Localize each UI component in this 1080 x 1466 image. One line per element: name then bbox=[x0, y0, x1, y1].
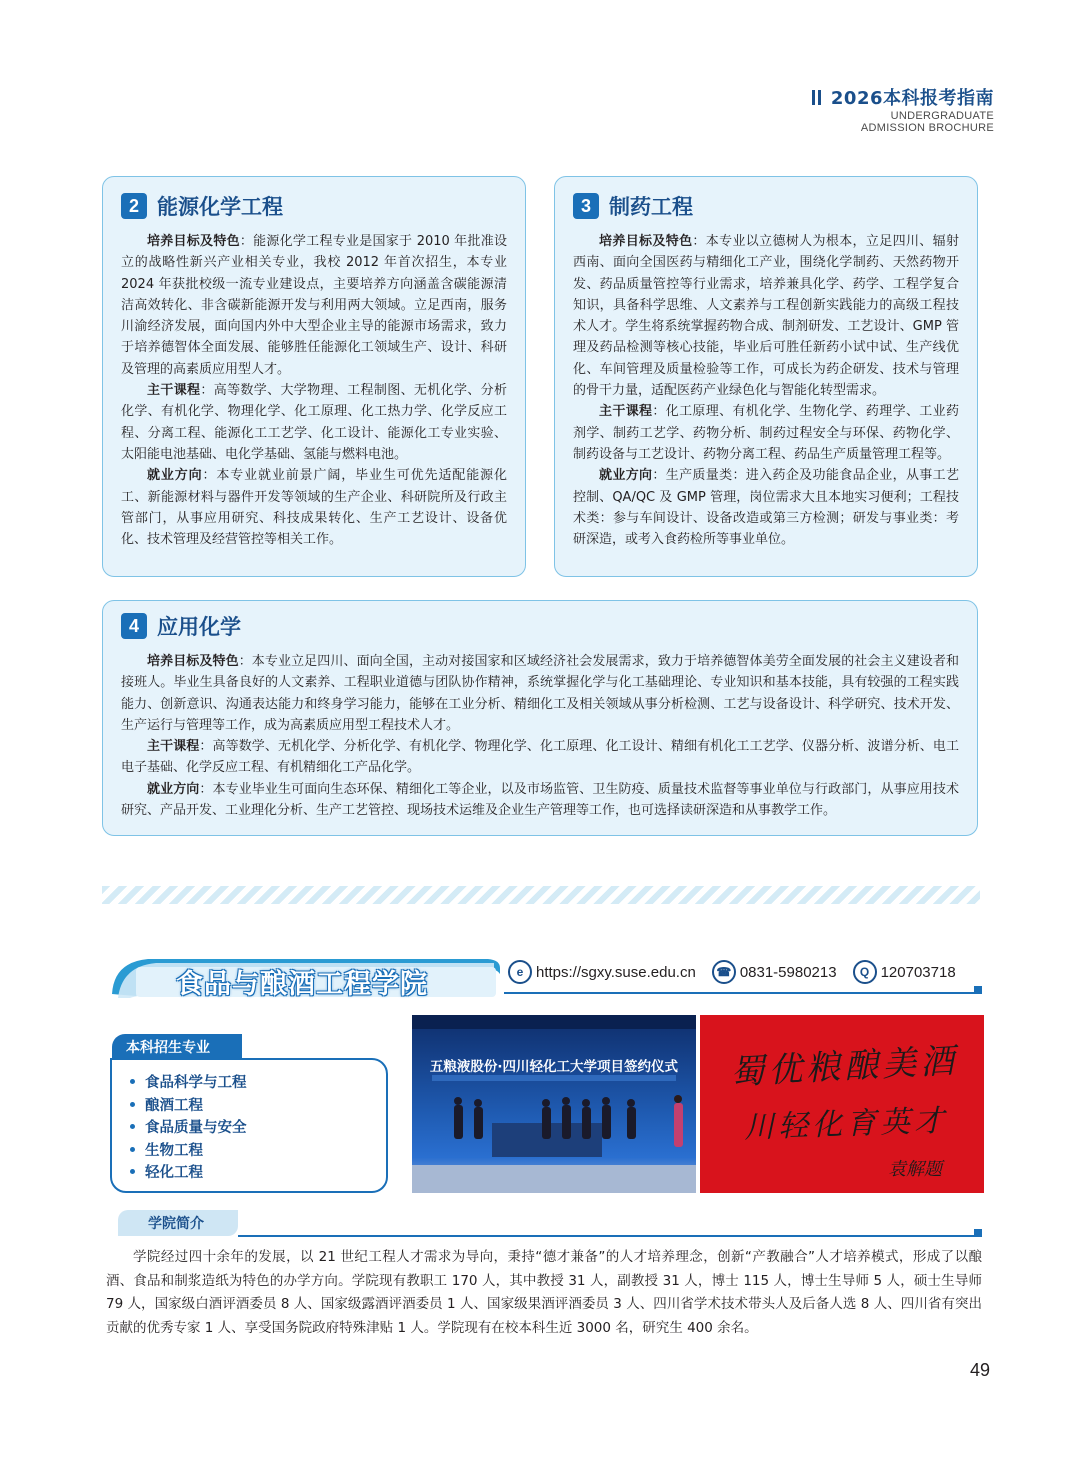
header-bar-icon bbox=[818, 90, 821, 105]
brochure-header bbox=[812, 84, 994, 134]
signing-ceremony-photo bbox=[412, 1015, 696, 1193]
calligraphy-line-1: 蜀优粮酿美酒 bbox=[729, 1041, 960, 1093]
website-icon: e bbox=[508, 960, 532, 984]
section-number-badge: 2 bbox=[121, 193, 147, 219]
job-paragraph: 就业方向：本专业就业前景广阔，毕业生可优先适配能源化工、新能源材料与器件开发等领域的生产企业、科研院所及行政主管部门，从事应用研究、科技成果转化、生产工艺设计、设备优化、技术管理及经营管控等相关工作。 bbox=[121, 468, 507, 548]
photo-banner-title: 五粮液股份·四川轻化工大学项目签约仪式 bbox=[429, 1059, 679, 1075]
goal-label: 培养目标及特色 bbox=[147, 234, 240, 249]
job-paragraph: 就业方向：本专业毕业生可面向生态环保、精细化工等企业，以及市场监管、卫生防疫、质量技术监督等事业单位与行政部门，从事应用技术研究、产品开发、工业理化分析、生产工艺管控、现场技术运维及企业生产管理等工作，也可选择读研深造和从事教学工作。 bbox=[121, 781, 959, 819]
majors-title: 本科招生专业 bbox=[112, 1034, 242, 1060]
job-paragraph: 就业方向：生产质量类：进入药企及功能食品企业，从事工艺控制、QA/QC 及 GMP 管理，岗位需求大且本地实习便利；工程技术类：参与车间设计、设备改造或第三方检测；研发与事业类：考研深造，或考入食药检所等事业单位。 bbox=[573, 468, 959, 548]
section-pharmaceutical-engineering bbox=[554, 176, 978, 577]
college-website-link[interactable]: https://sgxy.suse.edu.cn bbox=[536, 963, 696, 981]
header-en-line1: UNDERGRADUATE bbox=[890, 110, 994, 122]
header-title: 2026本科报考指南 bbox=[830, 88, 994, 109]
section-title: 应用化学 bbox=[157, 615, 241, 639]
bullet-icon bbox=[130, 1124, 135, 1129]
calligraphy-line-2: 川轻化育英才 bbox=[743, 1103, 949, 1146]
college-intro-text: 学院经过四十余年的发展，以 21 世纪工程人才需求为导向，秉持“德才兼备”的人才培养理念，创新“产教融合”人才培养模式，形成了以酿酒、食品和制浆造纸为特色的办学方向。学院现有教职工 170 人，其中教授 31 人，副教授 31 人，博士 115 人，博士生导师 5 人，硕士生导师 79 人，国家级白酒评酒委员 8 人、国家级露酒评酒委员 1 人、国家级果酒评酒委员 3 人、四川省学术技术带头人及后备人选 8 人、四川省有突出贡献的优秀专家 1 人、享受国务院政府特殊津贴 1 人。学院现有在校本科生近 3000 名，研究生 400 余名。 bbox=[106, 1249, 982, 1336]
college-contacts bbox=[508, 960, 972, 984]
contacts-underline-end bbox=[974, 986, 982, 994]
goal-label: 培养目标及特色 bbox=[147, 654, 239, 669]
ceremony-scene-icon bbox=[412, 1015, 696, 1193]
bullet-icon bbox=[130, 1102, 135, 1107]
intro-title: 学院简介 bbox=[118, 1210, 238, 1236]
bullet-icon bbox=[130, 1079, 135, 1084]
major-item: 轻化工程 bbox=[130, 1162, 386, 1185]
job-label: 就业方向 bbox=[599, 468, 653, 484]
intro-divider bbox=[238, 1235, 978, 1237]
major-item: 酿酒工程 bbox=[130, 1095, 386, 1118]
goal-paragraph: 培养目标及特色：本专业立足四川、面向全国，主动对接国家和区域经济社会发展需求，致力于培养德智体美劳全面发展的社会主义建设者和接班人。毕业生具备良好的人文素养、工程职业道德与团队协作精神，系统掌握化学与化工基础理论、专业知识和基本技能，具有较强的工程实践能力、创新意识、沟通表达能力和终身学习能力，能够在工业分析、精细化工及相关领域从事分析检测、工艺与设备设计、科学研究、技术开发、生产运行与管理等工作，成为高素质应用型工程技术人才。 bbox=[121, 654, 959, 733]
course-label: 主干课程 bbox=[147, 383, 201, 399]
calligraphy-inscription bbox=[700, 1015, 984, 1193]
course-paragraph: 主干课程：高等数学、无机化学、分析化学、有机化学、物理化学、化工原理、化工设计、精细有机化工工艺学、仪器分析、波谱分析、电工电子基础、化学反应工程、有机精细化工产品化学。 bbox=[121, 739, 959, 776]
section-number-badge: 3 bbox=[573, 193, 599, 219]
contacts-underline bbox=[504, 992, 980, 994]
college-name: 食品与酿酒工程学院 bbox=[176, 969, 428, 1000]
qq-icon: Q bbox=[853, 960, 877, 984]
bullet-icon bbox=[130, 1169, 135, 1174]
goal-paragraph: 培养目标及特色：能源化学工程专业是国家于 2010 年批准设立的战略性新兴产业相关专业，我校 2012 年首次招生，本专业 2024 年获批校级一流专业建设点，主要培养方向涵盖含碳能源清洁高效转化、非含碳新能源开发与利用两大领域。立足西南，服务川渝经济发展，面向国内外中大型企业主导的能源市场需求，致力于培养德智体全面发展、能够胜任能源化工领域生产、设计、科研及管理的高素质应用型人才。 bbox=[121, 234, 507, 377]
section-title: 能源化学工程 bbox=[157, 195, 283, 219]
job-label: 就业方向 bbox=[147, 468, 203, 484]
section-energy-chemical-engineering bbox=[102, 176, 526, 577]
major-item: 食品质量与安全 bbox=[130, 1117, 386, 1140]
bullet-icon bbox=[130, 1147, 135, 1152]
goal-label: 培养目标及特色 bbox=[599, 234, 693, 249]
course-paragraph: 主干课程：高等数学、大学物理、工程制图、无机化学、分析化学、有机化学、物理化学、化工原理、化工热力学、化学反应工程、分离工程、能源化工工艺学、化工设计、能源化工专业实验、太阳能电池基础、电化学基础、氢能与燃料电池。 bbox=[121, 383, 507, 462]
course-label: 主干课程 bbox=[599, 404, 653, 420]
college-name-banner bbox=[108, 954, 504, 1000]
course-label: 主干课程 bbox=[147, 739, 200, 755]
job-label: 就业方向 bbox=[147, 781, 200, 797]
major-item: 生物工程 bbox=[130, 1140, 386, 1163]
page-number: 49 bbox=[970, 1360, 991, 1380]
phone-icon: ☎ bbox=[712, 960, 736, 984]
decorative-stripe-band bbox=[102, 886, 980, 904]
section-number-badge: 4 bbox=[121, 613, 147, 639]
calligraphy-signature: 袁解题 bbox=[888, 1159, 942, 1180]
course-paragraph: 主干课程：化工原理、有机化学、生物化学、药理学、工业药剂学、制药工艺学、药物分析、制药过程安全与环保、药物化学、制药设备与工艺设计、药物分离工程、药品生产质量管理工程等。 bbox=[573, 404, 959, 462]
goal-paragraph: 培养目标及特色：本专业以立德树人为根本，立足四川、辐射西南、面向全国医药与精细化工产业，围绕化学制药、天然药物开发、药品质量管控等行业需求，培养兼具化学、药学、工程学复合知识，具备科学思维、人文素养与工程创新实践能力的高级工程技术人才。学生将系统掌握药物合成、制剂研发、工艺设计、GMP 管理及药品检测等核心技能，毕业后可胜任新药小试中试、生产线优化、车间管理及质量检验等工作，可成长为药企研发、技术与管理的骨干力量，适配医药产业绿色化与智能化转型需求。 bbox=[573, 234, 959, 399]
header-bar-icon bbox=[812, 90, 815, 105]
college-qq: 120703718 bbox=[880, 963, 956, 981]
major-item: 食品科学与工程 bbox=[130, 1072, 386, 1095]
college-phone: 0831-5980213 bbox=[739, 963, 837, 981]
majors-list bbox=[110, 1058, 388, 1193]
header-en-line2: ADMISSION BROCHURE bbox=[860, 122, 994, 134]
intro-divider-end bbox=[974, 1229, 982, 1237]
section-title: 制药工程 bbox=[609, 195, 693, 219]
section-applied-chemistry bbox=[102, 600, 978, 836]
